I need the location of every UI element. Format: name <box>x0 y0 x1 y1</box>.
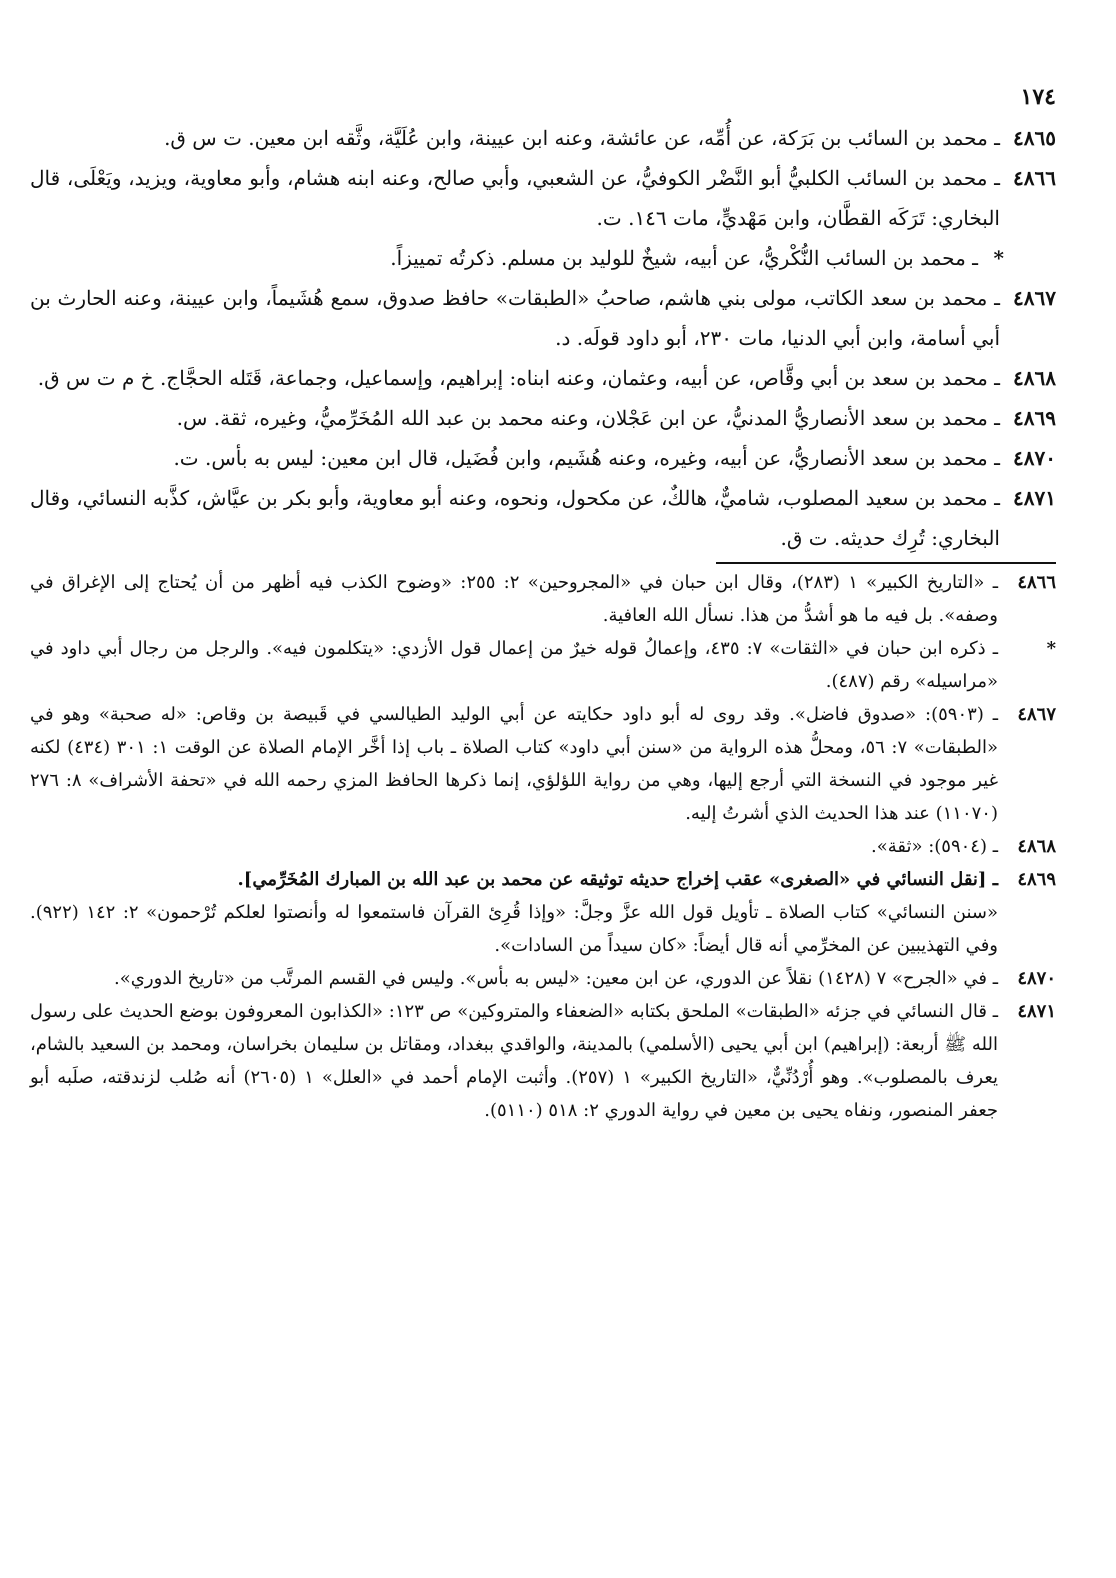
entry-number: ٤٨٦٩ <box>1013 406 1056 430</box>
entry-number: ٤٨٦٨ <box>1013 366 1056 390</box>
entry-text: ـ محمد بن سعد الأنصاريُّ، عن أبيه، وغيره، وعنه هُشَيم، وابن فُضَيل، قال ابن معين: ليس به بأس. ت. <box>173 446 1000 470</box>
note-number: ٤٨٦٧ <box>1017 704 1056 725</box>
note-4871 <box>30 995 1056 1127</box>
note-text: ـ في «الجرح» ٧ (١٤٢٨) نقلاً عن الدوري، عن ابن معين: «ليس به بأس». وليس في القسم المرتَّب من «تاريخ الدوري». <box>114 968 998 989</box>
footnotes-section <box>30 566 1056 1127</box>
entries-section <box>30 118 1056 558</box>
note-number: ٤٨٦٨ <box>1017 836 1056 857</box>
entry-text: ـ محمد بن السائب النُّكْريُّ، عن أبيه، شيخٌ للوليد بن مسلم. ذكرتُه تمييزاً. <box>390 246 978 270</box>
entry-number: ٤٨٧١ <box>1013 486 1056 510</box>
footnote-divider <box>716 562 1056 564</box>
note-number: ٤٨٦٦ <box>1017 572 1056 593</box>
entry-text: ـ محمد بن السائب بن بَرَكة، عن أُمِّه، عن عائشة، وعنه ابن عيينة، وابن عُلَيَّة، وثَّقه ابن معين. ت س ق. <box>164 126 1000 150</box>
entry-4870 <box>30 438 1056 478</box>
entry-number: ٤٨٦٥ <box>1013 126 1056 150</box>
entry-4865 <box>30 118 1056 158</box>
note-4870 <box>30 962 1056 995</box>
entry-asterisk <box>30 238 1056 278</box>
entry-4867 <box>30 278 1056 358</box>
note-4866 <box>30 566 1056 632</box>
note-asterisk <box>30 632 1056 698</box>
entry-text: ـ محمد بن سعيد المصلوب، شاميٌّ، هالكٌ، عن مكحول، ونحوه، وعنه أبو معاوية، وأبو بكر بن عيَّاش، كذَّبه النسائي، وقال البخاري: تُرِك حديثه. ت ق. <box>30 486 1000 550</box>
entry-4871 <box>30 478 1056 558</box>
entry-4869 <box>30 398 1056 438</box>
note-4869 <box>30 863 1056 962</box>
note-text: ـ «التاريخ الكبير» ١ (٢٨٣)، وقال ابن حبان في «المجروحين» ٢: ٢٥٥: «وضوح الكذب فيه أظهر من أن يُحتاج إلى الإغراق في وصفه». بل فيه ما هو أشدُّ من هذا. نسأل الله العافية. <box>30 572 998 626</box>
entry-text: ـ محمد بن سعد الأنصاريُّ المدنيُّ، عن ابن عَجْلان، وعنه محمد بن عبد الله المُخَرِّميُّ، وغيره، ثقة. س. <box>176 406 1000 430</box>
note-text: ـ ذكره ابن حبان في «الثقات» ٧: ٤٣٥، وإعمالُ قوله خيرٌ من إعمال قول الأزدي: «يتكلمون فيه». والرجل من رجال أبي داود في «مراسيله» رقم (٤٨٧). <box>30 638 998 692</box>
asterisk-marker: * <box>993 246 1004 270</box>
entry-number: ٤٨٧٠ <box>1013 446 1056 470</box>
entry-number: ٤٨٦٧ <box>1013 286 1056 310</box>
entry-4868 <box>30 358 1056 398</box>
note-text: ـ (٥٩٠٣): «صدوق فاضل». وقد روى له أبو داود حكايته عن أبي الوليد الطيالسي في قَبيصة بن وقاص: «له صحبة» وهو في «الطبقات» ٧: ٥٦، ومحلُّ هذه الرواية من «سنن أبي داود» كتاب الصلاة ـ باب إذا أخَّر الإمام الصلاة عن الوقت ١: ٣٠١ (٤٣٤) لكنه غير موجود في النسخة التي أرجع إليها، وهي من رواية اللؤلؤي، إنما ذكرها الحافظ المزي رحمه الله في «تحفة الأشراف» ٨: ٢٧٦ (١١٠٧٠) عند هذا الحديث الذي أشرتُ إليه. <box>30 704 998 824</box>
note-4867 <box>30 698 1056 830</box>
entry-text: ـ محمد بن سعد بن أبي وقَّاص، عن أبيه، وعثمان، وعنه ابناه: إبراهيم، وإسماعيل، وجماعة، قَتَله الحجَّاج. خ م ت س ق. <box>37 366 1000 390</box>
note-number: ٤٨٧٠ <box>1017 968 1056 989</box>
entry-number: ٤٨٦٦ <box>1013 166 1056 190</box>
note-text: ـ (٥٩٠٤): «ثقة». <box>870 836 998 857</box>
asterisk-marker: * <box>1046 638 1056 659</box>
note-number: ٤٨٧١ <box>1017 1001 1056 1022</box>
note-heading: ـ [نقل النسائي في «الصغرى» عقب إخراج حديثه توثيقه عن محمد بن عبد الله بن المبارك المُخَرِّمي]. <box>237 869 998 890</box>
entry-text: ـ محمد بن سعد الكاتب، مولى بني هاشم، صاحبُ «الطبقات» حافظ صدوق، سمع هُشَيماً، وابن عيينة، وعنه الحارث بن أبي أسامة، وابن أبي الدنيا، مات ٢٣٠، أبو داود قولَه. د. <box>30 286 1000 350</box>
entry-4866 <box>30 158 1056 238</box>
note-4868 <box>30 830 1056 863</box>
note-number: ٤٨٦٩ <box>1017 869 1056 890</box>
note-text: ـ قال النسائي في جزئه «الطبقات» الملحق بكتابه «الضعفاء والمتروكين» ص ١٢٣: «الكذابون المعروفون بوضع الحديث على رسول الله ﷺ أربعة: (إبراهيم) ابن أبي يحيى (الأسلمي) بالمدينة، والواقدي ببغداد، ومقاتل بن سليمان بخراسان، ومحمد بن السعيد بالشام، يعرف بالمصلوب». وهو أُرْدُنِّيٌّ، «التاريخ الكبير» ١ (٢٥٧). وأثبت الإمام أحمد في «العلل» ١ (٢٦٠٥) أنه صُلب لزندقته، صلَبه أبو جعفر المنصور، ونفاه يحيى بن معين في رواية الدوري ٢: ٥١٨ (٥١١٠). <box>30 1001 999 1121</box>
page-number: ١٧٤ <box>1020 84 1056 110</box>
entry-text: ـ محمد بن السائب الكلبيُّ أبو النَّضْر الكوفيُّ، عن الشعبي، وأبي صالح، وعنه ابنه هشام، وأبو معاوية، ويزيد، ويَعْلَى، قال البخاري: تَرَكَه القطَّان، وابن مَهْديٍّ، مات ١٤٦. ت. <box>30 166 1000 230</box>
note-text: «سنن النسائي» كتاب الصلاة ـ تأويل قول الله عزَّ وجلَّ: «وإذا قُرِئ القرآن فاستمعوا له وأنصتوا لعلكم تُرْحمون» ٢: ١٤٢ (٩٢٢). وفي التهذيبين عن المخرِّمي أنه قال أيضاً: «كان سيداً من السادات». <box>30 902 999 956</box>
